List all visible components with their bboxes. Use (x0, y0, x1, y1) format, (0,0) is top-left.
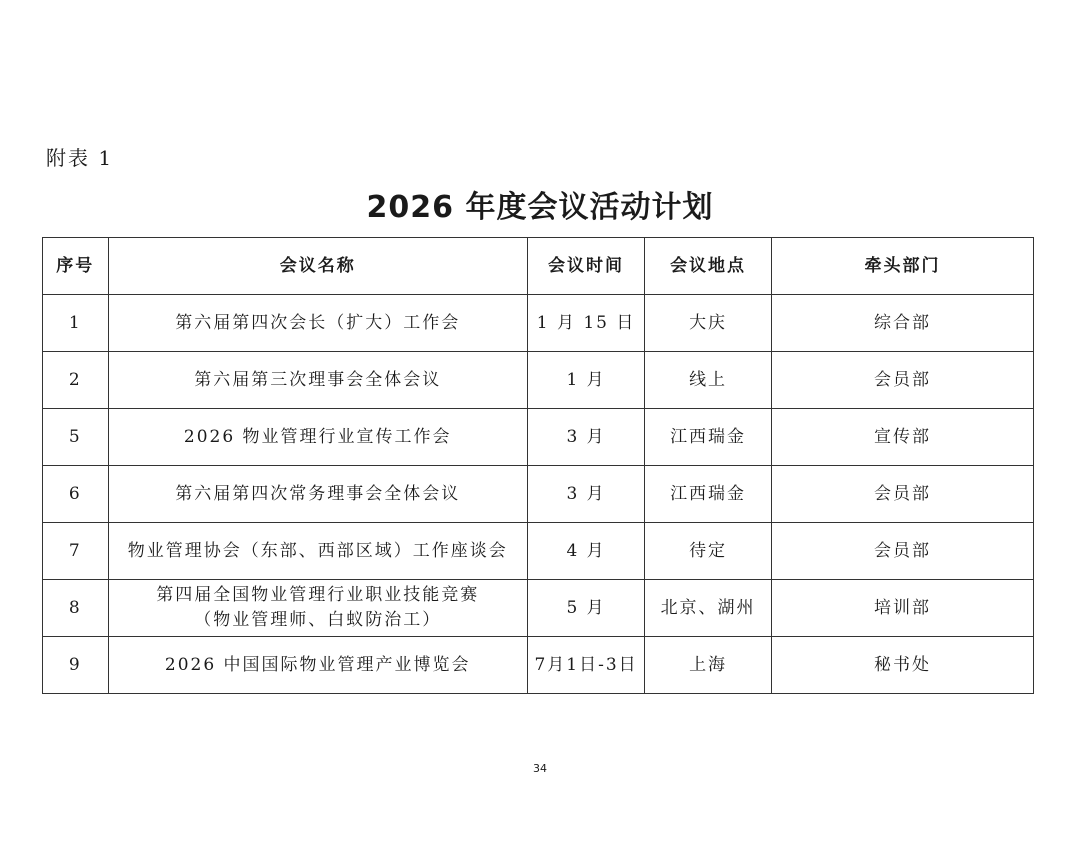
cell-name (108, 523, 527, 580)
cell-name (108, 409, 527, 466)
meeting-name-line: 2026 中国国际物业管理产业博览会 (164, 654, 471, 675)
header-name: 会议名称 (108, 238, 527, 295)
cell-time: 3 月 (527, 409, 644, 466)
cell-time: 3 月 (527, 466, 644, 523)
cell-time: 4 月 (527, 523, 644, 580)
cell-dept: 会员部 (771, 523, 1033, 580)
table-row (43, 409, 1034, 466)
table-header-row (43, 238, 1034, 295)
meeting-name-line: （物业管理师、白蚁防治工） (194, 610, 442, 630)
cell-seq: 1 (43, 295, 109, 352)
cell-name (108, 352, 527, 409)
table-row (43, 466, 1034, 523)
cell-name (108, 580, 527, 637)
cell-name (108, 295, 527, 352)
annex-label: 附表 1 (46, 146, 114, 170)
cell-place: 待定 (645, 523, 772, 580)
cell-dept: 秘书处 (771, 637, 1033, 694)
table-row (43, 637, 1034, 694)
meeting-name-line: 物业管理协会（东部、西部区域）工作座谈会 (127, 540, 508, 561)
cell-seq: 7 (43, 523, 109, 580)
cell-place: 江西瑞金 (645, 466, 772, 523)
cell-time: 5 月 (527, 580, 644, 637)
header-time: 会议时间 (527, 238, 644, 295)
table-body (43, 295, 1034, 694)
table-row (43, 295, 1034, 352)
meeting-name-line: 第六届第四次常务理事会全体会议 (175, 483, 461, 504)
meeting-name-line: 第六届第四次会长（扩大）工作会 (175, 312, 461, 333)
table-row (43, 352, 1034, 409)
meeting-plan-table (42, 237, 1034, 694)
cell-dept: 宣传部 (771, 409, 1033, 466)
header-place: 会议地点 (645, 238, 772, 295)
table-row (43, 523, 1034, 580)
meeting-name-line: 2026 物业管理行业宣传工作会 (183, 426, 452, 447)
document-title: 2026 年度会议活动计划 (366, 190, 714, 225)
cell-name (108, 466, 527, 523)
cell-seq: 9 (43, 637, 109, 694)
meeting-name-line: 第六届第三次理事会全体会议 (194, 369, 442, 390)
cell-time: 1 月 (527, 352, 644, 409)
cell-place: 北京、湖州 (645, 580, 772, 637)
cell-seq: 6 (43, 466, 109, 523)
cell-place: 线上 (645, 352, 772, 409)
cell-dept: 培训部 (771, 580, 1033, 637)
cell-seq: 8 (43, 580, 109, 637)
table-row (43, 580, 1034, 637)
cell-name (108, 637, 527, 694)
cell-dept: 会员部 (771, 352, 1033, 409)
cell-place: 上海 (645, 637, 772, 694)
page-number: 34 (533, 762, 547, 775)
cell-seq: 2 (43, 352, 109, 409)
cell-seq: 5 (43, 409, 109, 466)
cell-time: 7月1日-3日 (527, 637, 644, 694)
meeting-name-line: 第四届全国物业管理行业职业技能竞赛 (156, 585, 480, 605)
header-seq: 序号 (43, 238, 109, 295)
cell-dept: 综合部 (771, 295, 1033, 352)
cell-place: 江西瑞金 (645, 409, 772, 466)
cell-dept: 会员部 (771, 466, 1033, 523)
cell-place: 大庆 (645, 295, 772, 352)
cell-time: 1 月 15 日 (527, 295, 644, 352)
header-dept: 牵头部门 (771, 238, 1033, 295)
